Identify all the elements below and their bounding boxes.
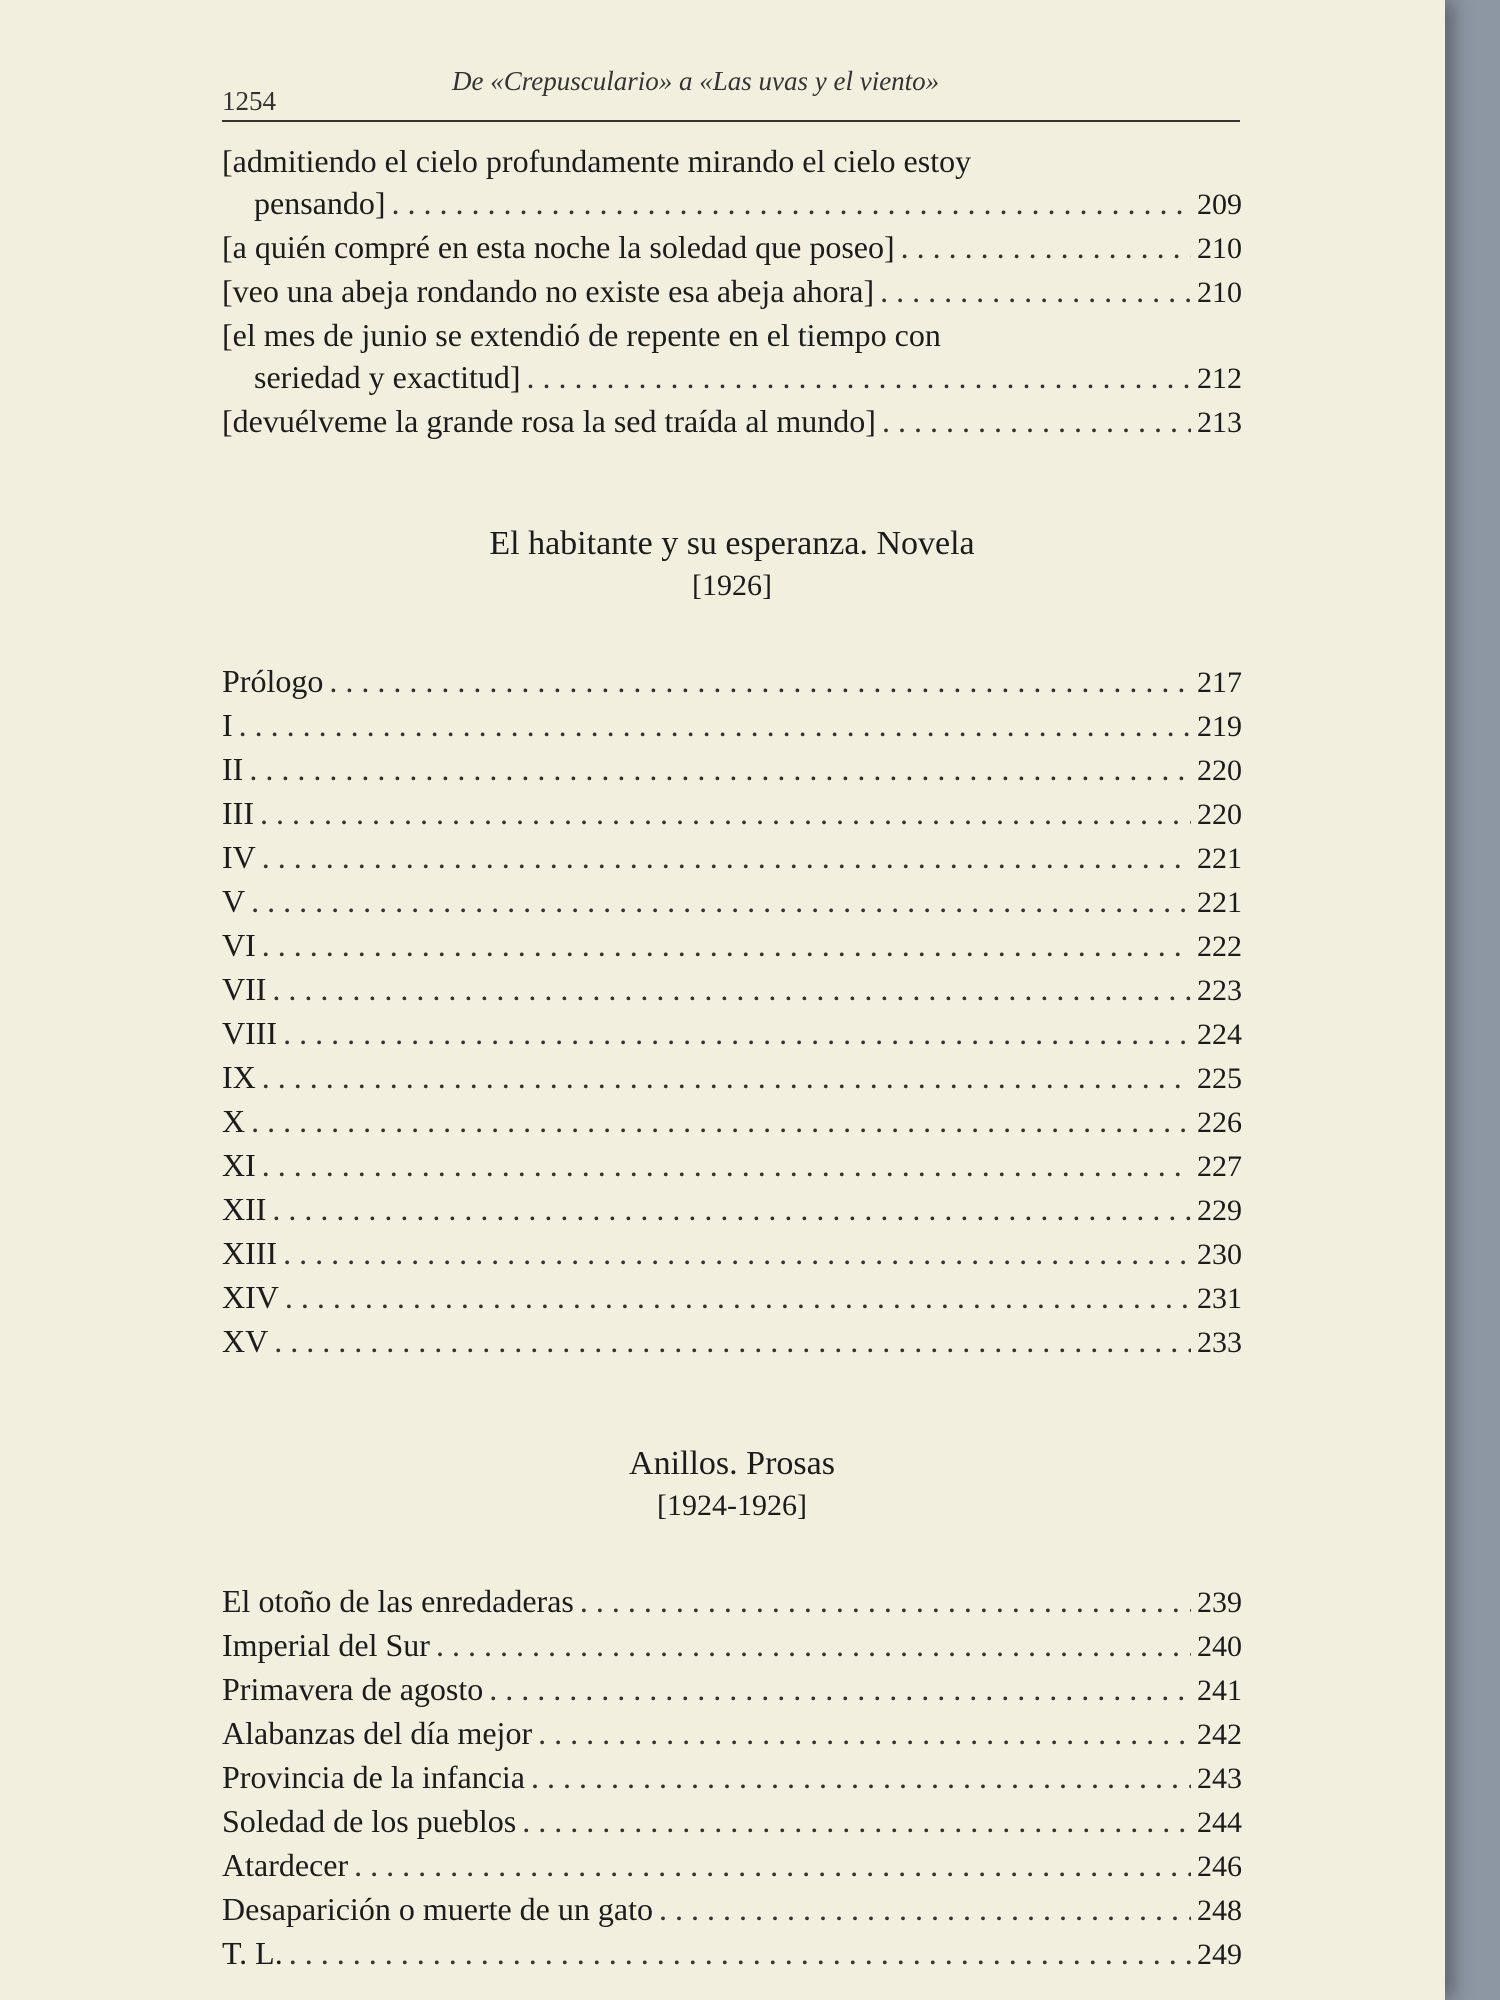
page-number: 1254 <box>222 86 276 116</box>
section-entries <box>222 1580 1242 1976</box>
entry-page: 219 <box>1197 710 1242 743</box>
toc-entry <box>222 226 1242 270</box>
entry-page: 239 <box>1197 1586 1242 1619</box>
header-rule <box>222 120 1240 122</box>
dot-leader <box>249 748 1191 790</box>
entry-label: XIV <box>222 1279 279 1315</box>
entry-label: V <box>222 883 246 919</box>
entry-label: seriedad y exactitud] <box>254 359 521 395</box>
toc-entry <box>222 270 1242 314</box>
entry-label: [veo una abeja rondando no existe esa abeja ahora] <box>222 273 875 309</box>
entry-label: VIII <box>222 1015 278 1051</box>
section-title: El habitante y su esperanza. Novela <box>489 525 975 562</box>
entry-label: Imperial del Sur <box>222 1627 430 1663</box>
dot-leader <box>880 270 1191 312</box>
entry-label: IV <box>222 839 256 875</box>
toc-entry <box>222 1800 1242 1844</box>
entry-page: 241 <box>1197 1674 1242 1707</box>
entry-label: Primavera de agosto <box>222 1671 484 1707</box>
toc-entry <box>222 1232 1242 1276</box>
dot-leader <box>329 660 1191 702</box>
toc-entry <box>222 880 1242 924</box>
entry-page: 221 <box>1197 842 1242 875</box>
dot-leader <box>659 1888 1191 1930</box>
entry-page: 242 <box>1197 1718 1242 1751</box>
entry-page: 220 <box>1197 754 1242 787</box>
entry-page: 221 <box>1197 886 1242 919</box>
toc-entry <box>222 660 1242 704</box>
toc-entry <box>222 1580 1242 1624</box>
dot-leader <box>538 1712 1191 1754</box>
section-entries <box>222 660 1242 1364</box>
entry-label: X <box>222 1103 246 1139</box>
dot-leader <box>285 1276 1191 1318</box>
entry-page: 212 <box>1197 362 1242 395</box>
toc-entry <box>222 704 1242 748</box>
entry-page: 227 <box>1197 1150 1242 1183</box>
dot-leader <box>272 1188 1191 1230</box>
section-years: [1926] <box>692 569 772 602</box>
table-of-contents <box>222 140 1242 1976</box>
dot-leader <box>580 1580 1191 1622</box>
entry-label-line: [el mes de junio se extendió de repente en el tiempo con <box>222 317 941 353</box>
dot-leader <box>527 356 1191 398</box>
page-header <box>222 60 1240 120</box>
entry-page: 230 <box>1197 1238 1242 1271</box>
entry-label: VII <box>222 971 267 1007</box>
entry-label: XII <box>222 1191 267 1227</box>
entry-label: Soledad de los pueblos <box>222 1803 517 1839</box>
dot-leader <box>262 836 1191 878</box>
toc-entry <box>222 1320 1242 1364</box>
entry-label: Alabanzas del día mejor <box>222 1715 533 1751</box>
toc-entry <box>222 1100 1242 1144</box>
entry-page: 243 <box>1197 1762 1242 1795</box>
entry-page: 222 <box>1197 930 1242 963</box>
toc-entry <box>222 400 1242 444</box>
dot-leader <box>283 1232 1191 1274</box>
section-title: Anillos. Prosas <box>629 1445 835 1482</box>
entry-page: 209 <box>1197 188 1242 221</box>
dot-leader <box>251 1100 1191 1142</box>
dot-leader <box>274 1320 1191 1362</box>
entry-page: 210 <box>1197 232 1242 265</box>
toc-entry <box>222 1844 1242 1888</box>
toc-entry <box>222 1888 1242 1932</box>
entry-page: 220 <box>1197 798 1242 831</box>
toc-entry <box>222 836 1242 880</box>
entry-page: 225 <box>1197 1062 1242 1095</box>
dot-leader <box>436 1624 1191 1666</box>
entry-label: Desaparición o muerte de un gato <box>222 1891 653 1927</box>
dot-leader <box>262 1056 1191 1098</box>
entry-label: El otoño de las enredaderas <box>222 1583 574 1619</box>
dot-leader <box>522 1800 1191 1842</box>
entry-label: IX <box>222 1059 256 1095</box>
dot-leader <box>262 924 1191 966</box>
entry-label: XI <box>222 1147 256 1183</box>
toc-entry <box>222 314 1242 400</box>
entry-page: 249 <box>1197 1938 1242 1971</box>
entry-label: pensando] <box>254 185 386 221</box>
entry-label: I <box>222 707 233 743</box>
dot-leader <box>354 1844 1191 1886</box>
entry-page: 213 <box>1197 406 1242 439</box>
toc-entry <box>222 924 1242 968</box>
entry-label: Atardecer <box>222 1847 349 1883</box>
toc-entry <box>222 1712 1242 1756</box>
entry-page: 229 <box>1197 1194 1242 1227</box>
dot-leader <box>251 880 1191 922</box>
toc-entry <box>222 968 1242 1012</box>
dot-leader <box>272 968 1191 1010</box>
dot-leader <box>260 792 1191 834</box>
entry-page: 224 <box>1197 1018 1242 1051</box>
dot-leader <box>392 182 1191 224</box>
toc-entry <box>222 1624 1242 1668</box>
entry-page: 226 <box>1197 1106 1242 1139</box>
entry-label: Provincia de la infancia <box>222 1759 525 1795</box>
dot-leader <box>901 226 1191 268</box>
running-title: De «Crepusculario» a «Las uvas y el viento» <box>452 66 940 96</box>
entry-page: 217 <box>1197 666 1242 699</box>
entry-label: XIII <box>222 1235 278 1271</box>
entry-label: III <box>222 795 254 831</box>
toc-entry <box>222 1932 1242 1976</box>
dot-leader <box>239 704 1191 746</box>
entry-label: II <box>222 751 244 787</box>
toc-entry <box>222 140 1242 226</box>
entry-page: 231 <box>1197 1282 1242 1315</box>
dot-leader <box>489 1668 1191 1710</box>
entry-label: Prólogo <box>222 663 324 699</box>
toc-entry <box>222 1056 1242 1100</box>
entry-page: 223 <box>1197 974 1242 1007</box>
entry-page: 246 <box>1197 1850 1242 1883</box>
toc-entry <box>222 1668 1242 1712</box>
dot-leader <box>262 1144 1191 1186</box>
toc-entry <box>222 1276 1242 1320</box>
toc-entry <box>222 1188 1242 1232</box>
entry-label: T. L. <box>222 1935 283 1971</box>
toc-entry <box>222 1012 1242 1056</box>
dot-leader <box>531 1756 1191 1798</box>
dot-leader <box>283 1012 1191 1054</box>
toc-entry <box>222 748 1242 792</box>
entry-page: 240 <box>1197 1630 1242 1663</box>
toc-entry <box>222 792 1242 836</box>
facing-page-edge <box>1445 0 1500 2000</box>
entry-label: [a quién compré en esta noche la soledad que poseo] <box>222 229 895 265</box>
toc-entry <box>222 1756 1242 1800</box>
section-years: [1924-1926] <box>657 1489 807 1522</box>
entry-label: VI <box>222 927 256 963</box>
toc-entry <box>222 1144 1242 1188</box>
entry-page: 244 <box>1197 1806 1242 1839</box>
dot-leader <box>289 1932 1191 1974</box>
entry-label-line: [admitiendo el cielo profundamente mirando el cielo estoy <box>222 143 972 179</box>
entry-page: 233 <box>1197 1326 1242 1359</box>
entry-label: XV <box>222 1323 269 1359</box>
entry-page: 248 <box>1197 1894 1242 1927</box>
entry-label: [devuélveme la grande rosa la sed traída al mundo] <box>222 403 876 439</box>
entry-page: 210 <box>1197 276 1242 309</box>
dot-leader <box>882 400 1191 442</box>
